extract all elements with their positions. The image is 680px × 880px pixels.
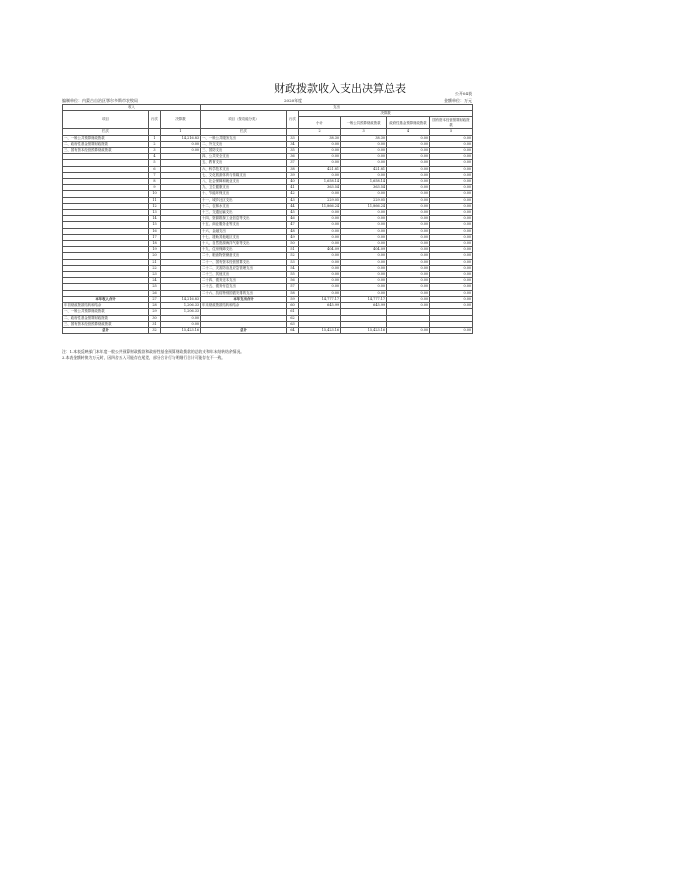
income-item-header: 项目 <box>63 111 149 129</box>
expense-gov-fund: 0.00 <box>387 241 430 247</box>
expense-general-budget: 0.00 <box>341 222 387 228</box>
expense-gov-fund: 0.00 <box>387 278 430 284</box>
expense-line-no: 48 <box>287 228 299 234</box>
expense-item: 七、文化旅游体育与传媒支出 <box>201 172 287 178</box>
expense-state-capital: 0.00 <box>430 272 473 278</box>
expense-gov-fund: 0.00 <box>387 197 430 203</box>
expense-line-no: 62 <box>287 315 299 321</box>
expense-line-no: 42 <box>287 191 299 197</box>
income-amount: 0.00 <box>161 148 201 154</box>
expense-line-no: 41 <box>287 185 299 191</box>
income-line-no: 26 <box>149 290 161 296</box>
expense-line-header: 行次 <box>287 111 299 129</box>
expense-line-no: 34 <box>287 141 299 147</box>
income-amount: 14,216.83 <box>161 296 201 302</box>
expense-subtotal: 0.00 <box>299 272 341 278</box>
expense-general-budget: 0.00 <box>341 210 387 216</box>
col-number: 2 <box>299 129 341 135</box>
expense-state-capital: 0.00 <box>430 166 473 172</box>
income-amount: 15,423.16 <box>161 327 201 333</box>
expense-line-no: 59 <box>287 296 299 302</box>
expense-item: 六、科学技术支出 <box>201 166 287 172</box>
expense-gov-fund: 0.00 <box>387 259 430 265</box>
col-label: 栏次 <box>201 129 287 135</box>
expense-gov-fund: 0.00 <box>387 179 430 185</box>
expense-line-no: 36 <box>287 154 299 160</box>
compiling-unit: 编制单位：内蒙古自治区鄂尔多斯市农牧局 <box>62 98 138 103</box>
expense-line-no: 61 <box>287 309 299 315</box>
income-line-no: 31 <box>149 321 161 327</box>
note-line: 2.本表金额转换为万元时，因四舍五入可能存在尾差，部分合计行与明细行合计可能存在不一致。 <box>62 355 226 360</box>
expense-subtotal: 0.00 <box>299 241 341 247</box>
expense-subtotal: 0.00 <box>299 154 341 160</box>
income-item: 二、政府性基金预算财政拨款 <box>63 141 149 147</box>
col-number: 4 <box>387 129 430 135</box>
expense-subtotal: 11,866.24 <box>299 203 341 209</box>
expense-general-budget: 0.00 <box>341 284 387 290</box>
expense-item-header: 项目（按功能分类） <box>201 111 287 129</box>
expense-line-no: 51 <box>287 247 299 253</box>
expense-state-capital: 0.00 <box>430 284 473 290</box>
expense-subtotal: 15,423.16 <box>299 327 341 333</box>
expense-item: 二十五、债务付息支出 <box>201 284 287 290</box>
expense-line-no: 37 <box>287 160 299 166</box>
income-line-no: 5 <box>149 160 161 166</box>
expense-gov-fund: 0.00 <box>387 253 430 259</box>
expense-subtotal: 645.99 <box>299 303 341 309</box>
income-line-no: 8 <box>149 179 161 185</box>
expense-state-capital: 0.00 <box>430 327 473 333</box>
expense-general-budget: 0.00 <box>341 216 387 222</box>
expense-general-budget: 0.00 <box>341 148 387 154</box>
expense-item: 十六、金融支出 <box>201 228 287 234</box>
expense-subtotal: 0.00 <box>299 259 341 265</box>
expense-subtotal: 0.00 <box>299 216 341 222</box>
expense-item: 二十二、灾害防治及应急管理支出 <box>201 265 287 271</box>
expense-subtotal: 0.00 <box>299 160 341 166</box>
income-line-no: 18 <box>149 241 161 247</box>
expense-item: 十一、城乡社区支出 <box>201 197 287 203</box>
expense-general-budget: 0.00 <box>341 265 387 271</box>
expense-subtotal: 404.09 <box>299 247 341 253</box>
expense-line-no: 44 <box>287 203 299 209</box>
expense-general-budget: 0.00 <box>341 290 387 296</box>
expense-subtotal: 421.81 <box>299 166 341 172</box>
expense-gov-fund: 0.00 <box>387 172 430 178</box>
expense-item: 四、公共安全支出 <box>201 154 287 160</box>
expense-item: 二十六、抗疫特别国债安排的支出 <box>201 290 287 296</box>
expense-general-budget: 0.00 <box>341 154 387 160</box>
expense-line-no: 54 <box>287 265 299 271</box>
col-number: 1 <box>161 129 201 135</box>
expense-state-capital: 0.00 <box>430 148 473 154</box>
expense-gov-fund: 0.00 <box>387 135 430 141</box>
expense-subtotal: 0.00 <box>299 290 341 296</box>
amount-unit: 金额单位：万元 <box>444 98 472 103</box>
income-line-no: 20 <box>149 253 161 259</box>
expense-item: 十四、资源勘探工业信息等支出 <box>201 216 287 222</box>
expense-item: 九、卫生健康支出 <box>201 185 287 191</box>
expense-state-capital: 0.00 <box>430 234 473 240</box>
expense-subtotal: 0.00 <box>299 284 341 290</box>
expense-state-capital: 0.00 <box>430 191 473 197</box>
report-title: 财政拨款收入支出决算总表 <box>274 82 406 95</box>
expense-subtotal: 38.30 <box>299 135 341 141</box>
expense-item: 十二、农林水支出 <box>201 203 287 209</box>
expense-line-no: 33 <box>287 135 299 141</box>
expense-line-no: 47 <box>287 222 299 228</box>
expense-item: 五、教育支出 <box>201 160 287 166</box>
expense-gov-fund: 0.00 <box>387 191 430 197</box>
expense-subtotal: 0.00 <box>299 172 341 178</box>
expense-item: 三、国防支出 <box>201 148 287 154</box>
income-line-no: 24 <box>149 278 161 284</box>
expense-state-capital: 0.00 <box>430 290 473 296</box>
expense-general-budget: 0.00 <box>341 241 387 247</box>
expense-line-no: 40 <box>287 179 299 185</box>
expense-subtotal: 1,658.14 <box>299 179 341 185</box>
income-line-no: 29 <box>149 309 161 315</box>
expense-state-capital: 0.00 <box>430 296 473 302</box>
expense-line-no: 35 <box>287 148 299 154</box>
expense-state-capital: 0.00 <box>430 247 473 253</box>
expense-item: 十、节能环保支出 <box>201 191 287 197</box>
expense-line-no: 64 <box>287 327 299 333</box>
income-line-no: 28 <box>149 303 161 309</box>
expense-subtotal: 0.00 <box>299 278 341 284</box>
income-line-no: 25 <box>149 284 161 290</box>
expense-general-budget: 11,866.24 <box>341 203 387 209</box>
expense-gov-fund: 0.00 <box>387 160 430 166</box>
income-line-no: 21 <box>149 259 161 265</box>
expense-line-no: 56 <box>287 278 299 284</box>
expense-gov-fund: 0.00 <box>387 154 430 160</box>
expense-line-no: 45 <box>287 210 299 216</box>
expense-line-no: 50 <box>287 241 299 247</box>
income-line-no: 23 <box>149 272 161 278</box>
expense-state-capital: 0.00 <box>430 203 473 209</box>
expense-line-no: 43 <box>287 197 299 203</box>
expense-state-capital: 0.00 <box>430 303 473 309</box>
expense-general-budget: 0.00 <box>341 234 387 240</box>
expense-item: 二十四、债务还本支出 <box>201 278 287 284</box>
expense-state-capital: 0.00 <box>430 222 473 228</box>
expense-line-no: 46 <box>287 216 299 222</box>
expense-gov-fund: 0.00 <box>387 234 430 240</box>
expense-line-no: 55 <box>287 272 299 278</box>
expense-general-budget: 363.54 <box>341 185 387 191</box>
expense-general-budget: 421.81 <box>341 166 387 172</box>
income-line-no: 15 <box>149 222 161 228</box>
expense-subtotal: 0.00 <box>299 265 341 271</box>
expense-line-no: 39 <box>287 172 299 178</box>
expense-state-capital: 0.00 <box>430 241 473 247</box>
grand-total-row <box>63 327 473 333</box>
expense-state-capital: 0.00 <box>430 228 473 234</box>
income-amount: 1,206.33 <box>161 303 201 309</box>
income-line-no: 19 <box>149 247 161 253</box>
expense-subtotal: 0.00 <box>299 148 341 154</box>
income-line-no: 16 <box>149 228 161 234</box>
expense-gov-fund: 0.00 <box>387 284 430 290</box>
subtotal-header: 小计 <box>299 117 341 129</box>
expense-state-capital: 0.00 <box>430 172 473 178</box>
expense-gov-fund: 0.00 <box>387 228 430 234</box>
expense-gov-fund: 0.00 <box>387 272 430 278</box>
expense-line-no: 63 <box>287 321 299 327</box>
expense-general-budget: 0.00 <box>341 259 387 265</box>
form-code: 公开04表 <box>454 91 472 96</box>
expense-state-capital: 0.00 <box>430 154 473 160</box>
expense-gov-fund: 0.00 <box>387 222 430 228</box>
expense-gov-fund: 0.00 <box>387 185 430 191</box>
income-line-no: 3 <box>149 148 161 154</box>
expense-general-budget: 38.30 <box>341 135 387 141</box>
expense-gov-fund: 0.00 <box>387 141 430 147</box>
expense-subtotal: 14,777.17 <box>299 296 341 302</box>
income-amount: 1,206.33 <box>161 309 201 315</box>
expense-line-no: 49 <box>287 234 299 240</box>
expense-state-capital: 0.00 <box>430 185 473 191</box>
expense-state-capital: 0.00 <box>430 278 473 284</box>
expense-general-budget: 645.99 <box>341 303 387 309</box>
expense-general-budget: 0.00 <box>341 160 387 166</box>
expense-item: 八、社会保障和就业支出 <box>201 179 287 185</box>
col-label: 栏次 <box>63 129 149 135</box>
expense-line-no: 60 <box>287 303 299 309</box>
income-line-no: 11 <box>149 197 161 203</box>
expense-subtotal: 0.00 <box>299 253 341 259</box>
expense-subtotal: 363.54 <box>299 185 341 191</box>
expense-gov-fund: 0.00 <box>387 203 430 209</box>
income-line-no: 7 <box>149 172 161 178</box>
expense-header: 支出 <box>201 105 473 111</box>
expense-general-budget: 229.05 <box>341 197 387 203</box>
income-header: 收入 <box>63 105 201 111</box>
report-year: 2020年度 <box>284 98 303 103</box>
expense-gov-fund: 0.00 <box>387 247 430 253</box>
expense-general-budget: 14,777.17 <box>341 296 387 302</box>
income-line-no: 1 <box>149 135 161 141</box>
general-budget-header: 一般公共预算财政拨款 <box>341 117 387 129</box>
income-item: 本年收入合计 <box>63 296 149 302</box>
expense-gov-fund: 0.00 <box>387 327 430 333</box>
income-line-no: 2 <box>149 141 161 147</box>
expense-general-budget: 1,658.14 <box>341 179 387 185</box>
expense-gov-fund: 0.00 <box>387 303 430 309</box>
expense-general-budget: 15,423.16 <box>341 327 387 333</box>
expense-general-budget: 0.00 <box>341 141 387 147</box>
expense-state-capital: 0.00 <box>430 135 473 141</box>
expense-item: 二、外交支出 <box>201 141 287 147</box>
income-line-no: 10 <box>149 191 161 197</box>
expense-state-capital: 0.00 <box>430 216 473 222</box>
expense-subtotal: 0.00 <box>299 210 341 216</box>
expense-state-capital: 0.00 <box>430 141 473 147</box>
expense-general-budget: 0.00 <box>341 272 387 278</box>
expense-general-budget: 0.00 <box>341 278 387 284</box>
income-amount: 0.00 <box>161 321 201 327</box>
expense-item: 十九、住房保障支出 <box>201 247 287 253</box>
fiscal-summary-table <box>62 104 473 334</box>
expense-line-no: 58 <box>287 290 299 296</box>
income-line-no: 22 <box>149 265 161 271</box>
income-line-no: 4 <box>149 154 161 160</box>
expense-gov-fund: 0.00 <box>387 296 430 302</box>
income-line-no: 6 <box>149 166 161 172</box>
expense-state-capital: 0.00 <box>430 265 473 271</box>
income-line-no: 14 <box>149 216 161 222</box>
expense-subtotal: 0.00 <box>299 191 341 197</box>
income-item: 一、一般公共预算财政拨款 <box>63 135 149 141</box>
expense-line-no: 52 <box>287 253 299 259</box>
expense-item: 本年支出合计 <box>201 296 287 302</box>
expense-subtotal: 0.00 <box>299 141 341 147</box>
expense-line-no: 57 <box>287 284 299 290</box>
expense-general-budget: 0.00 <box>341 228 387 234</box>
expense-gov-fund: 0.00 <box>387 148 430 154</box>
income-line-no: 30 <box>149 315 161 321</box>
expense-gov-fund: 0.00 <box>387 290 430 296</box>
expense-line-no: 38 <box>287 166 299 172</box>
income-line-no: 13 <box>149 210 161 216</box>
income-item: 总计 <box>63 327 149 333</box>
income-item: 三、国有资本经营预算财政拨款 <box>63 148 149 154</box>
income-item: 一、一般公共预算财政拨款 <box>63 309 149 315</box>
expense-item: 一、一般公共服务支出 <box>201 135 287 141</box>
expense-item: 总计 <box>201 327 287 333</box>
income-amount: 14,216.83 <box>161 135 201 141</box>
note-line: 注：1.本表反映部门本年度一般公共预算财政拨款和政府性基金预算财政拨款的总收支和年末结转结余情况。 <box>62 349 245 354</box>
income-line-no: 27 <box>149 296 161 302</box>
expense-item: 年末财政拨款结转和结余 <box>201 303 287 309</box>
income-line-no: 32 <box>149 327 161 333</box>
state-capital-header: 国有资本经营预算财政拨款 <box>430 117 473 129</box>
expense-subtotal: 0.00 <box>299 222 341 228</box>
income-item: 年初财政拨款结转和结余 <box>63 303 149 309</box>
table-notes <box>62 349 244 361</box>
expense-general-budget: 0.00 <box>341 191 387 197</box>
expense-item: 十三、交通运输支出 <box>201 210 287 216</box>
expense-gov-fund: 0.00 <box>387 166 430 172</box>
expense-state-capital: 0.00 <box>430 197 473 203</box>
expense-gov-fund: 0.00 <box>387 210 430 216</box>
expense-item: 二十一、国有资本经营预算支出 <box>201 259 287 265</box>
expense-item: 十五、商业服务业等支出 <box>201 222 287 228</box>
expense-amount-header: 决算数 <box>299 111 473 117</box>
expense-item: 二十、粮油物资储备支出 <box>201 253 287 259</box>
col-number: 3 <box>341 129 387 135</box>
gov-fund-header: 政府性基金预算财政拨款 <box>387 117 430 129</box>
income-item: 二、政府性基金预算财政拨款 <box>63 315 149 321</box>
expense-state-capital: 0.00 <box>430 259 473 265</box>
expense-subtotal: 229.05 <box>299 197 341 203</box>
income-amount: 0.00 <box>161 315 201 321</box>
expense-state-capital: 0.00 <box>430 160 473 166</box>
expense-state-capital: 0.00 <box>430 210 473 216</box>
income-amount-header: 决算数 <box>161 111 201 129</box>
income-line-no: 9 <box>149 185 161 191</box>
expense-item: 十七、援助其他地区支出 <box>201 234 287 240</box>
expense-state-capital: 0.00 <box>430 179 473 185</box>
expense-general-budget: 0.00 <box>341 253 387 259</box>
col-number: 5 <box>430 129 473 135</box>
income-amount: 0.00 <box>161 141 201 147</box>
income-line-no: 12 <box>149 203 161 209</box>
expense-item: 二十三、其他支出 <box>201 272 287 278</box>
income-line-header: 行次 <box>149 111 161 129</box>
income-line-no: 17 <box>149 234 161 240</box>
expense-gov-fund: 0.00 <box>387 216 430 222</box>
expense-subtotal: 0.00 <box>299 234 341 240</box>
expense-subtotal: 0.00 <box>299 228 341 234</box>
expense-general-budget: 404.09 <box>341 247 387 253</box>
expense-item: 十八、自然资源海洋气象等支出 <box>201 241 287 247</box>
expense-gov-fund: 0.00 <box>387 265 430 271</box>
expense-state-capital: 0.00 <box>430 253 473 259</box>
income-item: 三、国有资本经营预算财政拨款 <box>63 321 149 327</box>
expense-general-budget: 0.00 <box>341 172 387 178</box>
expense-line-no: 53 <box>287 259 299 265</box>
